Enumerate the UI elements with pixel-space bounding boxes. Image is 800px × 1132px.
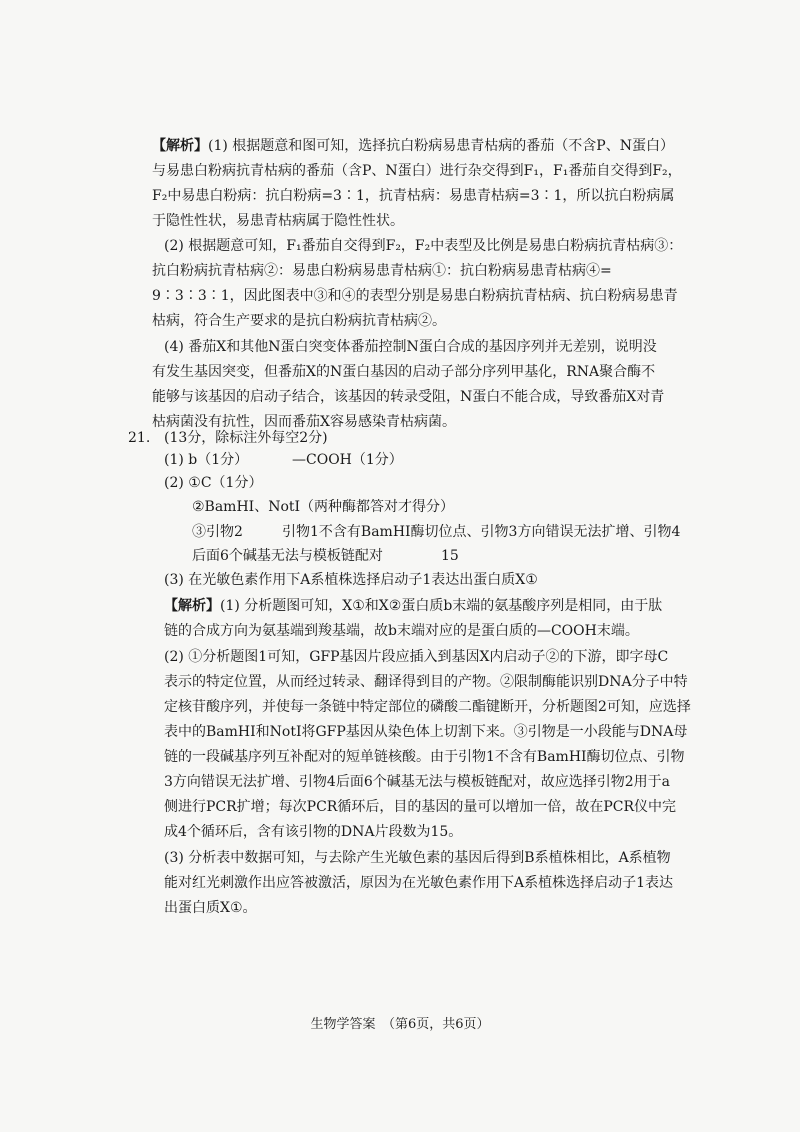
analysis-label: 【解析】 — [152, 138, 208, 154]
q20-analysis-p2-line-4: 枯病，符合生产要求的是抗白粉病抗青枯病②。 — [152, 313, 446, 329]
q21-analysis-p2-line-4: 表中的BamHI和NotI将GFP基因从染色体上切割下来。③引物是一小段能与DNA母 — [164, 724, 688, 740]
q21-analysis-p2-line-5: 链的一段碱基序列互补配对的短单链核酸。由于引物1不含有BamHI酶切位点、引物 — [164, 749, 685, 765]
q21-answer-3: (3) 在光敏色素作用下A系植株选择启动子1表达出蛋白质X① — [164, 572, 538, 588]
q21-answer-2-3c: 后面6个碱基无法与模板链配对 — [192, 548, 383, 564]
q21-answer-1: (1) b（1分） — [164, 452, 249, 468]
q21-header: (13分，除标注外每空2分) — [164, 430, 328, 446]
q21-analysis-p3-line-1: (3) 分析表中数据可知，与去除产生光敏色素的基因后得到B系植株相比，A系植物 — [164, 850, 671, 866]
q20-analysis-p2-line-1: (2) 根据题意可知，F₁番茄自交得到F₂，F₂中表型及比例是易患白粉病抗青枯病③： — [164, 238, 683, 254]
q21-analysis-p2-line-2: 表示的特定位置，从而经过转录、翻译得到目的产物。②限制酶能识别DNA分子中特 — [164, 674, 688, 690]
q21-answer-2-2: ②BamHI、NotI（两种酶都答对才得分） — [192, 499, 455, 515]
q21-analysis-p3-line-3: 出蛋白质X①。 — [164, 900, 257, 916]
question-number: 21. — [128, 430, 151, 446]
q21-analysis-p2-line-7: 侧进行PCR扩增；每次PCR循环后，目的基因的量可以增加一倍，故在PCR仪中完 — [164, 799, 677, 815]
q20-analysis-p4-line-2: 有发生基因突变，但番茄X的N蛋白基因的启动子部分序列甲基化，RNA聚合酶不 — [152, 364, 656, 380]
q21-analysis-p2-line-3: 定核苷酸序列，并使每一条链中特定部位的磷酸二酯键断开，分析题图2可知，应选择 — [164, 699, 691, 715]
q21-analysis-line-2: 链的合成方向为氨基端到羧基端，故b末端对应的是蛋白质的—COOH末端。 — [164, 623, 639, 639]
q20-analysis-p4-line-1: (4) 番茄X和其他N蛋白突变体番茄控制N蛋白合成的基因序列并无差别，说明没 — [164, 339, 657, 355]
q20-analysis-line-3: F₂中易患白粉病：抗白粉病=3∶1，抗青枯病：易患青枯病=3∶1，所以抗白粉病属 — [152, 188, 675, 204]
q20-analysis-line-1: 【解析】(1) 根据题意和图可知，选择抗白粉病易患青枯病的番茄（不含P、N蛋白） — [152, 138, 674, 154]
q20-analysis-p2-line-3: 9∶3∶3∶1，因此图表中③和④的表型分别是易患白粉病抗青枯病、抗白粉病易患青 — [152, 288, 678, 304]
q21-analysis-p3-line-2: 能对红光刺激作出应答被激活，原因为在光敏色素作用下A系植株选择启动子1表达 — [164, 875, 674, 891]
q21-answer-2-3d: 15 — [441, 548, 459, 564]
page-footer: 生物学答案 （第6页，共6页） — [310, 1017, 490, 1032]
q21-answer-2-3a: ③引物2 — [192, 524, 243, 540]
q20-analysis-line-2: 与易患白粉病抗青枯病的番茄（含P、N蛋白）进行杂交得到F₁，F₁番茄自交得到F₂， — [152, 163, 682, 179]
analysis-label: 【解析】 — [164, 598, 220, 614]
q21-answer-2: (2) ①C（1分） — [164, 475, 263, 491]
q20-analysis-line-4: 于隐性性状，易患青枯病属于隐性性状。 — [152, 213, 404, 229]
q21-answer-2-3b: 引物1不含有BamHI酶切位点、引物3方向错误无法扩增、引物4 — [282, 524, 681, 540]
q20-analysis-p4-line-4: 枯病菌没有抗性，因而番茄X容易感染青枯病菌。 — [152, 414, 456, 430]
q20-analysis-p2-line-2: 抗白粉病抗青枯病②：易患白粉病易患青枯病①：抗白粉病易患青枯病④= — [152, 263, 612, 279]
q21-analysis-p2-line-6: 3方向错误无法扩增、引物4后面6个碱基无法与模板链配对，故应选择引物2用于a — [164, 774, 670, 790]
q21-answer-1b: —COOH（1分） — [292, 452, 403, 468]
q21-analysis-p2-line-1: (2) ①分析题图1可知，GFP基因片段应插入到基因X内启动子②的下游，即字母C — [164, 649, 669, 665]
q20-analysis-p4-line-3: 能够与该基因的启动子结合，该基因的转录受阻，N蛋白不能合成，导致番茄X对青 — [152, 389, 665, 405]
q21-analysis-p2-line-8: 成4个循环后，含有该引物的DNA片段数为15。 — [164, 824, 463, 840]
q21-analysis-line-1: 【解析】(1) 分析题图可知，X①和X②蛋白质b末端的氨基酸序列是相同，由于肽 — [164, 598, 663, 614]
